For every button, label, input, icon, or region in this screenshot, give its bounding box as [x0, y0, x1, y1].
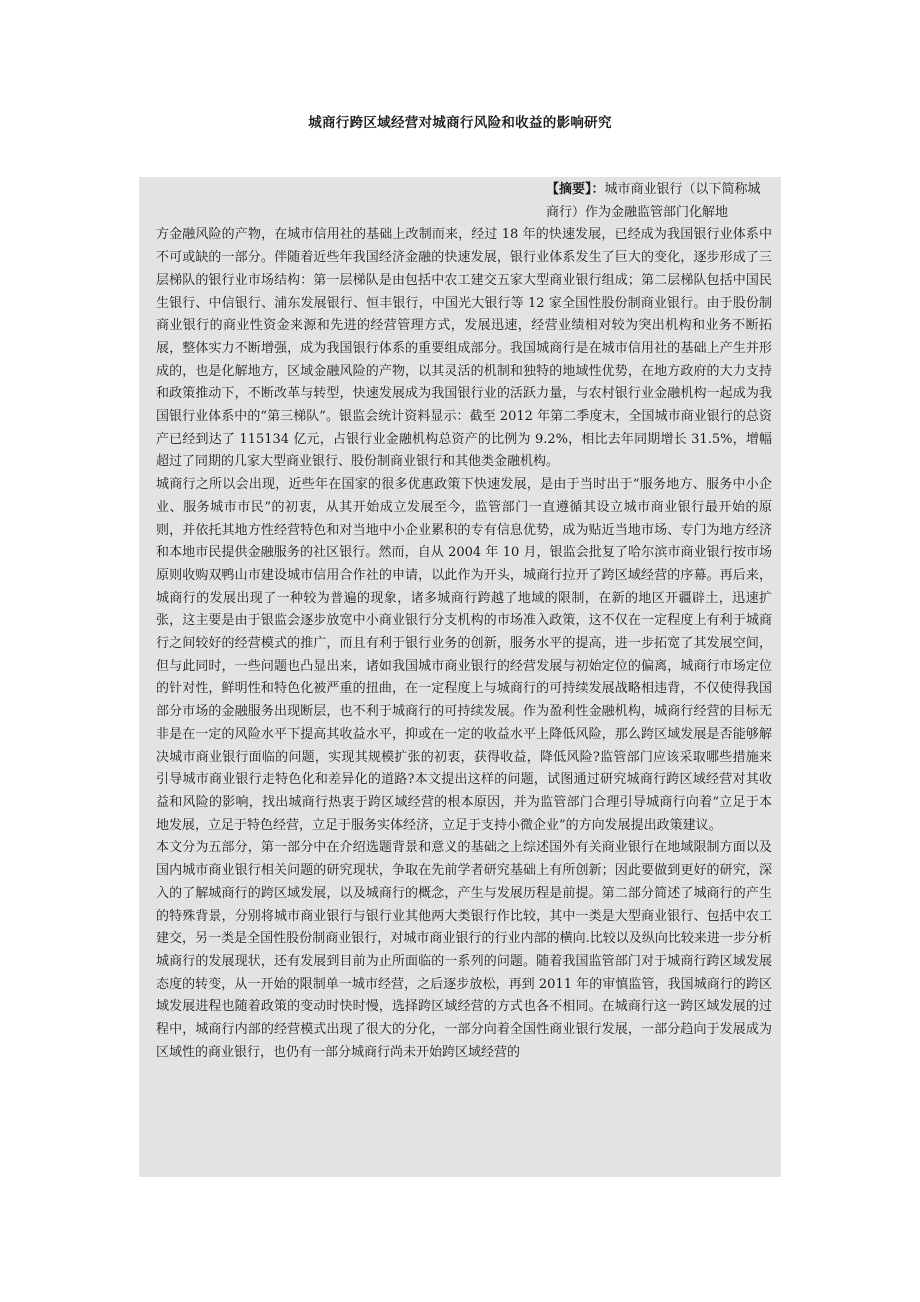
abstract-lead-text: 城市商业银行（以下简称城商行）作为金融监管部门化解地 [546, 182, 761, 220]
body-paragraph-2: 本文分为五部分，第一部分中在介绍选题背景和意义的基础之上综述国外有关商业银行在地域限制方面以及国内城市商业银行相关问题的研究现状，争取在先前学者研究基础上有所创新；因此要做到更好的研究，深入的了解城商行的跨区域发展，以及城商行的概念，产生与发展历程是前提。第二部分简述了城商行的产生的特殊背景，分别将城市商业银行与银行业其他两大类银行作比较，其中一类是大型商业银行、包括中农工建交，另一类是全国性股份制商业银行，对城市商业银行的行业内部的横向.比较以及纵向比较来进一步分析城商行的发展现状，还有发展到目前为止所面临的一系列的问题。随着我国监管部门对于城商行跨区域发展态度的转变，从一开始的限制单一城市经营，之后逐步放松，再到 2011 年的审慎监管，我国城商行的跨区域发展进程也随着政策的变动时快时慢，选择跨区域经营的方式也各不相同。在城商行这一跨区域发展的过程中，城商行内部的经营模式出现了很大的分化，一部分向着全国性商业银行发展，一部分趋向于发展成为区域性的商业银行，也仍有一部分城商行尚未开始跨区域经营的 [156, 840, 772, 1060]
abstract-paragraph: 方金融风险的产物，在城市信用社的基础上改制而来，经过 18 年的快速发展，已经成为我国银行业体系中不可或缺的一部分。伴随着近些年我国经济金融的快速发展，银行业体系发生了巨大的变化，逐步形成了三层梯队的银行业市场结构：第一层梯队是由包括中农工建交五家大型商业银行组成；第二层梯队包括中国民生银行、中信银行、浦东发展银行、恒丰银行，中国光大银行等 12 家全国性股份制商业银行。由于股份制商业银行的商业性资金来源和先进的经营管理方式，发展迅速，经营业绩相对较为突出机构和业务不断拓展，整体实力不断增强，成为我国银行体系的重要组成部分。我国城商行是在城市信用社的基础上产生并形成的，也是化解地方，区域金融风险的产物，以其灵活的机制和独特的地域性优势，在地方政府的大力支持和政策推动下，不断改革与转型，快速发展成为我国银行业的活跃力量，与农村银行业金融机构一起成为我国银行业体系中的“第三梯队”。银监会统计资料显示：截至 2012 年第二季度末，全国城市商业银行的总资产已经到达了 115134 亿元，占银行业金融机构总资产的比例为 9.2%，相比去年同期增长 31.5%，增幅超过了同期的几家大型商业银行、股份制商业银行和其他类金融机构。 [156, 227, 772, 470]
body-paragraph-1: 城商行之所以会出现，近些年在国家的很多优惠政策下快速发展，是由于当时出于“服务地方、服务中小企业、服务城市市民”的初衷，从其开始成立发展至今，监管部门一直遵循其设立城市商业银行最开始的原则，并依托其地方性经营特色和对当地中小企业累积的专有信息优势，成为贴近当地市场、专门为地方经济和本地市民提供金融服务的社区银行。然而，自从 2004 年 10 月，银监会批复了哈尔滨市商业银行按市场原则收购双鸭山市建设城市信用合作社的申请，以此作为开头，城商行拉开了跨区域经营的序幕。再后来，城商行的发展出现了一种较为普遍的现象，诸多城商行跨越了地域的限制，在新的地区开疆辟土，迅速扩张，这主要是由于银监会逐步放宽中小商业银行分支机构的市场准入政策，这不仅在一定程度上有利于城商行之间较好的经营模式的推广，而且有利于银行业务的创新，服务水平的提高，进一步拓宽了其发展空间，但与此同时，一些问题也凸显出来，诸如我国城市商业银行的经营发展与初始定位的偏离，城商行市场定位的针对性，鲜明性和特色化被严重的扭曲，在一定程度上与城商行的可持续发展战略相违背，不仅使得我国部分市场的金融服务出现断层，也不利于城商行的可持续发展。作为盈利性金融机构，城商行经营的目标无非是在一定的风险水平下提高其收益水平，抑或在一定的收益水平上降低风险，那么跨区域发展是否能够解决城市商业银行面临的问题，实现其规模扩张的初衷，获得收益，降低风险?监管部门应该采取哪些措施来引导城市商业银行走特色化和差异化的道路?本文提出这样的问题，试图通过研究城商行跨区域经营对其收益和风险的影响，找出城商行热衷于跨区域经营的根本原因，并为监管部门合理引导城商行向着“立足于本地发展，立足于特色经营，立足于服务实体经济，立足于支持小微企业”的方向发展提出政策建议。 [156, 477, 772, 833]
document-body [139, 177, 781, 1177]
abstract-heading [546, 179, 772, 224]
document-title: 城商行跨区域经营对城商行风险和收益的影响研究 [308, 115, 612, 131]
abstract-label: 【摘要】： [546, 182, 605, 197]
